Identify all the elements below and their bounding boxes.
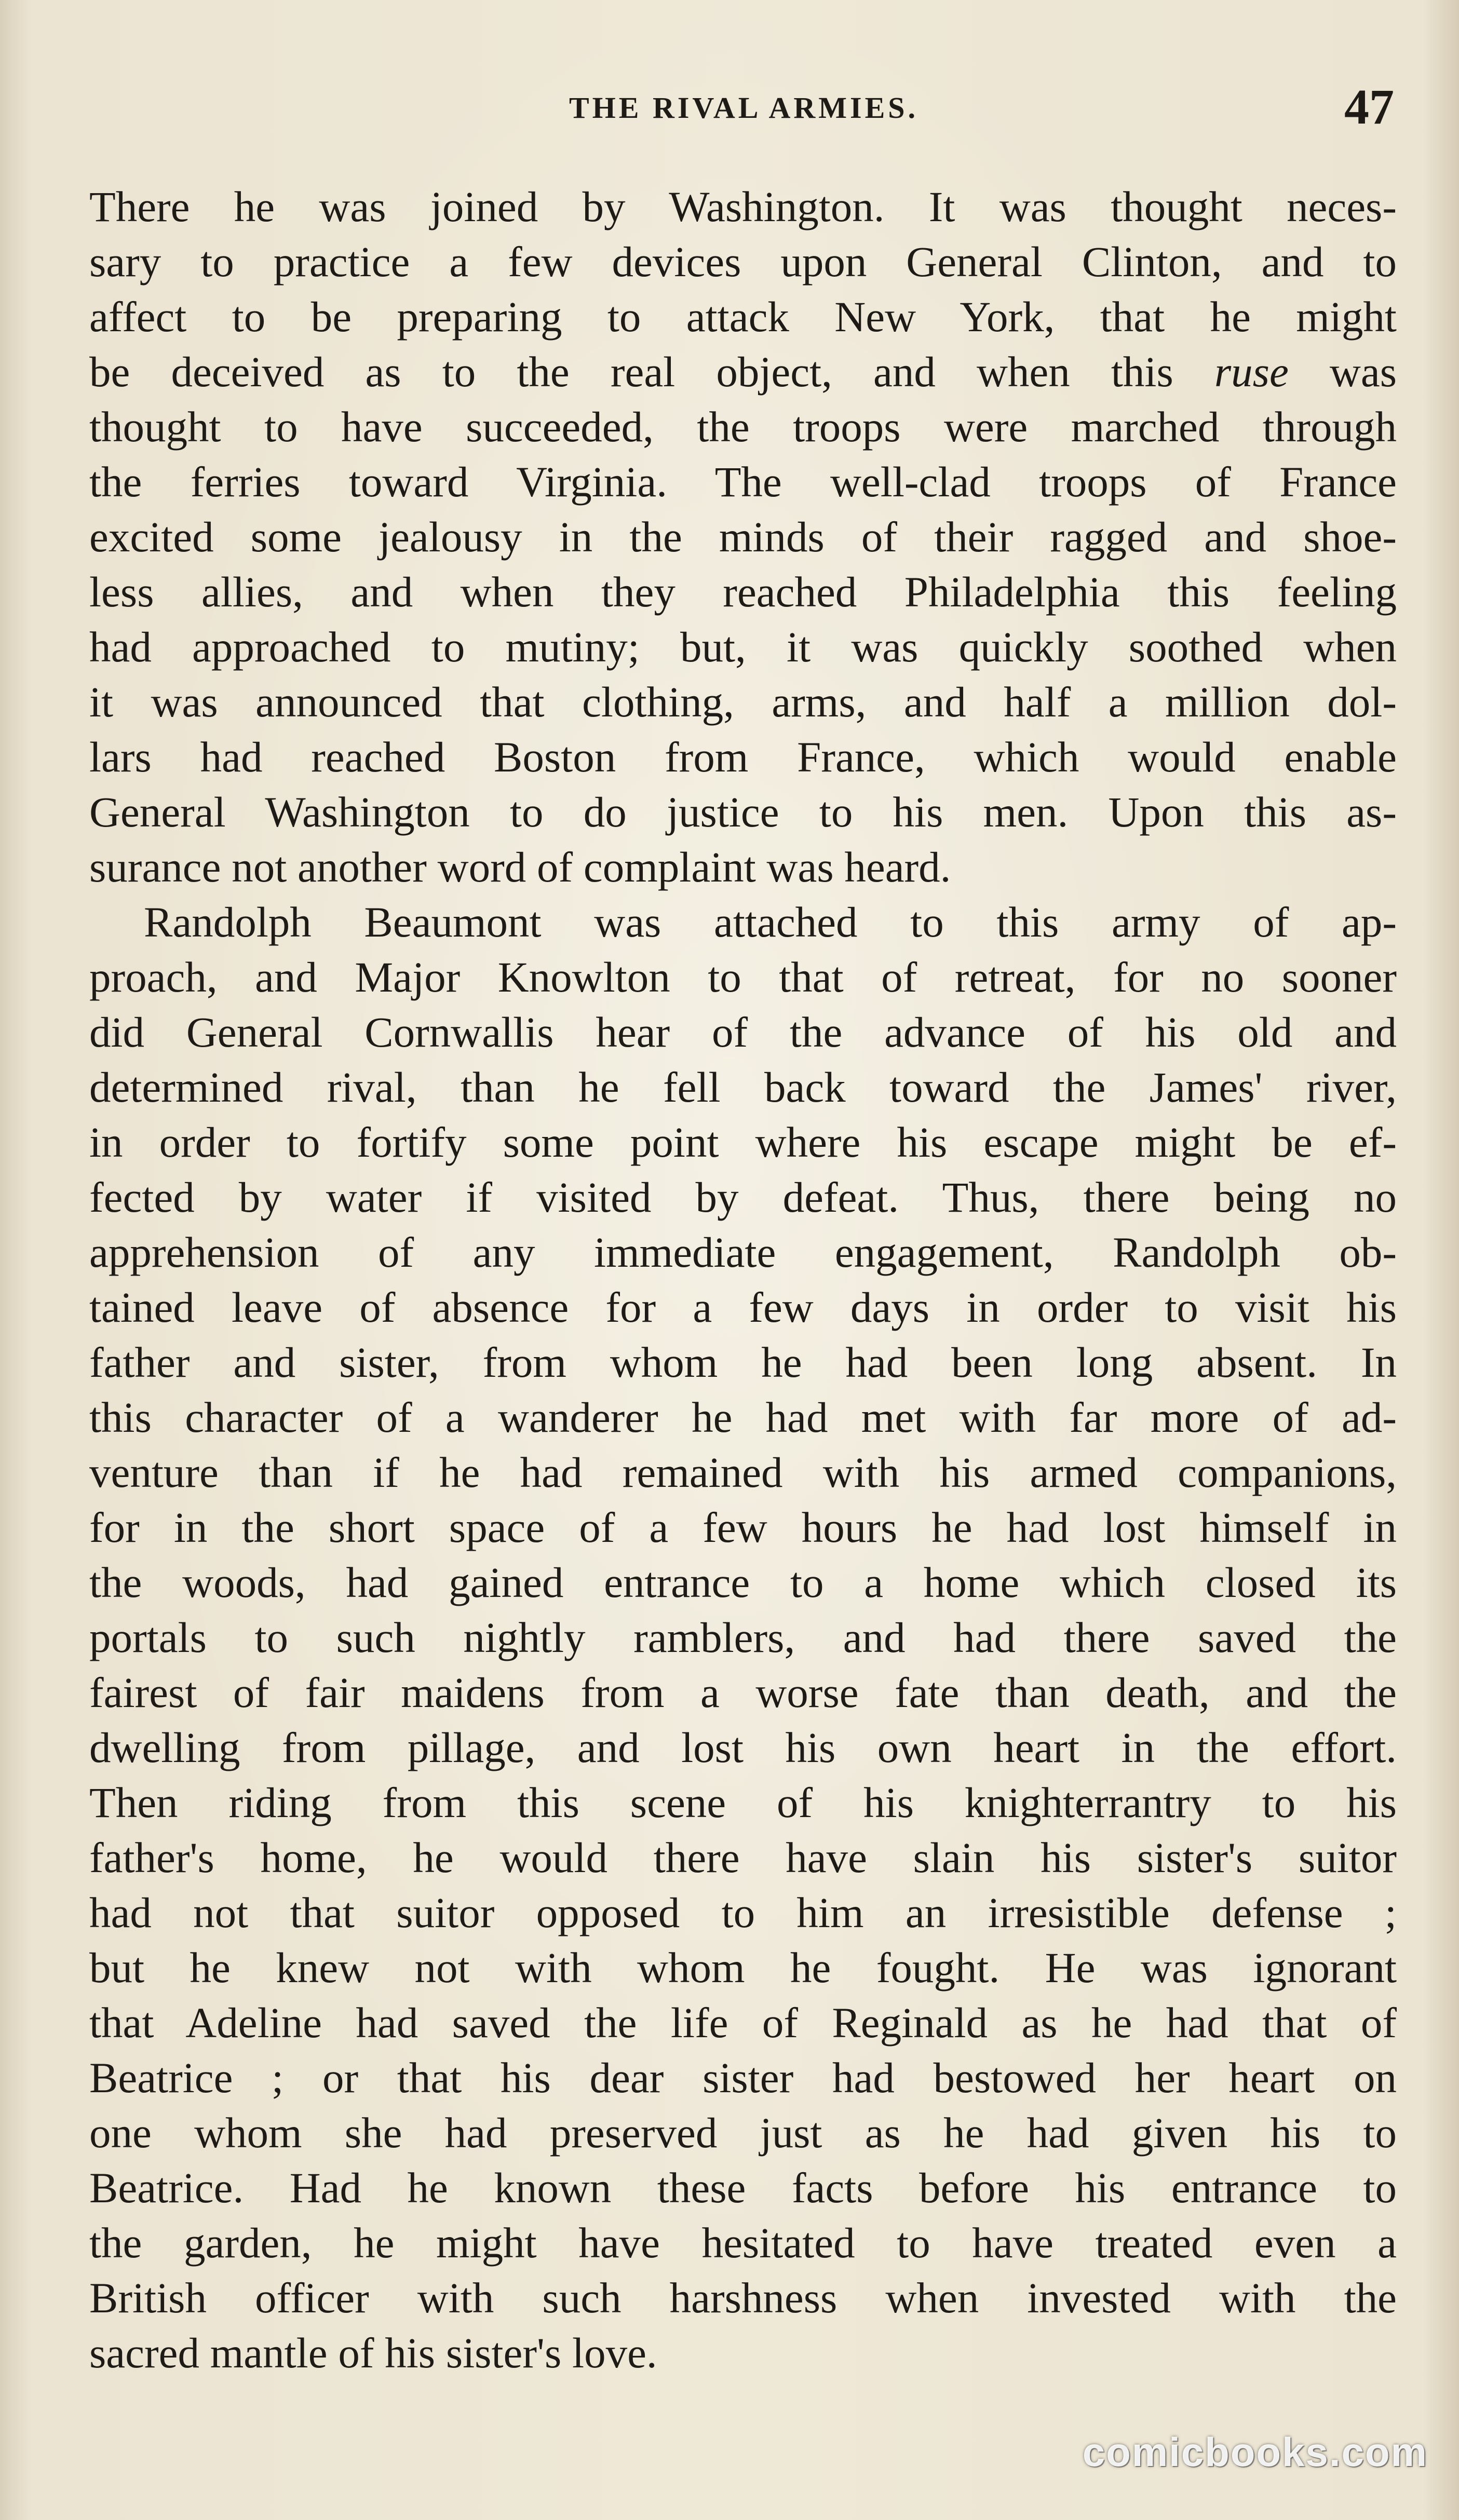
- text-line: one whom she had preserved just as he had given his to: [89, 2109, 1397, 2157]
- text-line: but he knew not with whom he fought. He was ignorant: [89, 1944, 1397, 1991]
- text-line: Then riding from this scene of his knighterrantry to his: [89, 1779, 1397, 1826]
- text-line: the woods, had gained entrance to a home which closed its: [89, 1559, 1397, 1606]
- running-title: THE RIVAL ARMIES.: [569, 91, 919, 125]
- text-line: tained leave of absence for a few days in order to visit his: [89, 1283, 1397, 1331]
- page-number: 47: [1344, 79, 1394, 134]
- text-line: Beatrice. Had he known these facts before his entrance to: [89, 2164, 1397, 2212]
- text-line: father's home, he would there have slain his sister's suitor: [89, 1834, 1397, 1881]
- text-line: sacred mantle of his sister's love.: [89, 2329, 657, 2377]
- text-line: father and sister, from whom he had been long absent. In: [89, 1338, 1397, 1386]
- text-line: venture than if he had remained with his armed companions,: [89, 1448, 1397, 1496]
- text-line: less allies, and when they reached Philadelphia this feeling: [89, 568, 1397, 616]
- text-line: surance not another word of complaint was heard.: [89, 843, 951, 891]
- italic-word: ruse: [1214, 348, 1289, 396]
- text-line: sary to practice a few devices upon General Clinton, and to: [89, 238, 1397, 286]
- text-line: the garden, he might have hesitated to have treated even a: [89, 2219, 1397, 2267]
- text-line: Randolph Beaumont was attached to this army of ap-: [144, 898, 1397, 946]
- text-line: that Adeline had saved the life of Reginald as he had that of: [89, 1999, 1397, 2047]
- text-line: Beatrice ; or that his dear sister had bestowed her heart on: [89, 2054, 1397, 2102]
- text-line: portals to such nightly ramblers, and had there saved the: [89, 1614, 1397, 1661]
- text-line: it was announced that clothing, arms, and half a million dol-: [89, 678, 1397, 726]
- text-line: lars had reached Boston from France, which would enable: [89, 733, 1397, 781]
- text-line: fairest of fair maidens from a worse fate than death, and the: [89, 1669, 1397, 1716]
- text-line: the ferries toward Virginia. The well-clad troops of France: [89, 458, 1397, 506]
- text-line: British officer with such harshness when invested with the: [89, 2274, 1397, 2322]
- text-line: determined rival, than he fell back toward the James' river,: [89, 1063, 1397, 1111]
- text-line: excited some jealousy in the minds of their ragged and shoe-: [89, 513, 1397, 561]
- text-line: apprehension of any immediate engagement, Randolph ob-: [89, 1228, 1397, 1276]
- text-line: There he was joined by Washington. It was thought neces-: [89, 183, 1397, 231]
- text-line: proach, and Major Knowlton to that of retreat, for no sooner: [89, 953, 1397, 1001]
- text-line: had not that suitor opposed to him an irresistible defense ;: [89, 1889, 1397, 1936]
- paragraph: [89, 895, 1397, 2380]
- text-line: did General Cornwallis hear of the advance of his old and: [89, 1008, 1397, 1056]
- text-line: this character of a wanderer he had met with far more of ad-: [89, 1393, 1397, 1441]
- text-line: General Washington to do justice to his men. Upon this as-: [89, 788, 1397, 836]
- text-line: for in the short space of a few hours he had lost himself in: [89, 1503, 1397, 1551]
- text-line: in order to fortify some point where his escape might be ef-: [89, 1118, 1397, 1166]
- text-line: be deceived as to the real object, and when this ruse was: [89, 348, 1397, 396]
- paragraph: [89, 179, 1397, 895]
- text-line: fected by water if visited by defeat. Thus, there being no: [89, 1173, 1397, 1221]
- text-line: dwelling from pillage, and lost his own heart in the effort.: [89, 1724, 1397, 1771]
- body-text: [89, 179, 1397, 2380]
- text-line: thought to have succeeded, the troops were marched through: [89, 403, 1397, 451]
- text-line: had approached to mutiny; but, it was quickly soothed when: [89, 623, 1397, 671]
- running-head: [93, 78, 1394, 140]
- text-line: affect to be preparing to attack New York, that he might: [89, 293, 1397, 341]
- watermark-logo: comicbooks.com: [1082, 2429, 1428, 2475]
